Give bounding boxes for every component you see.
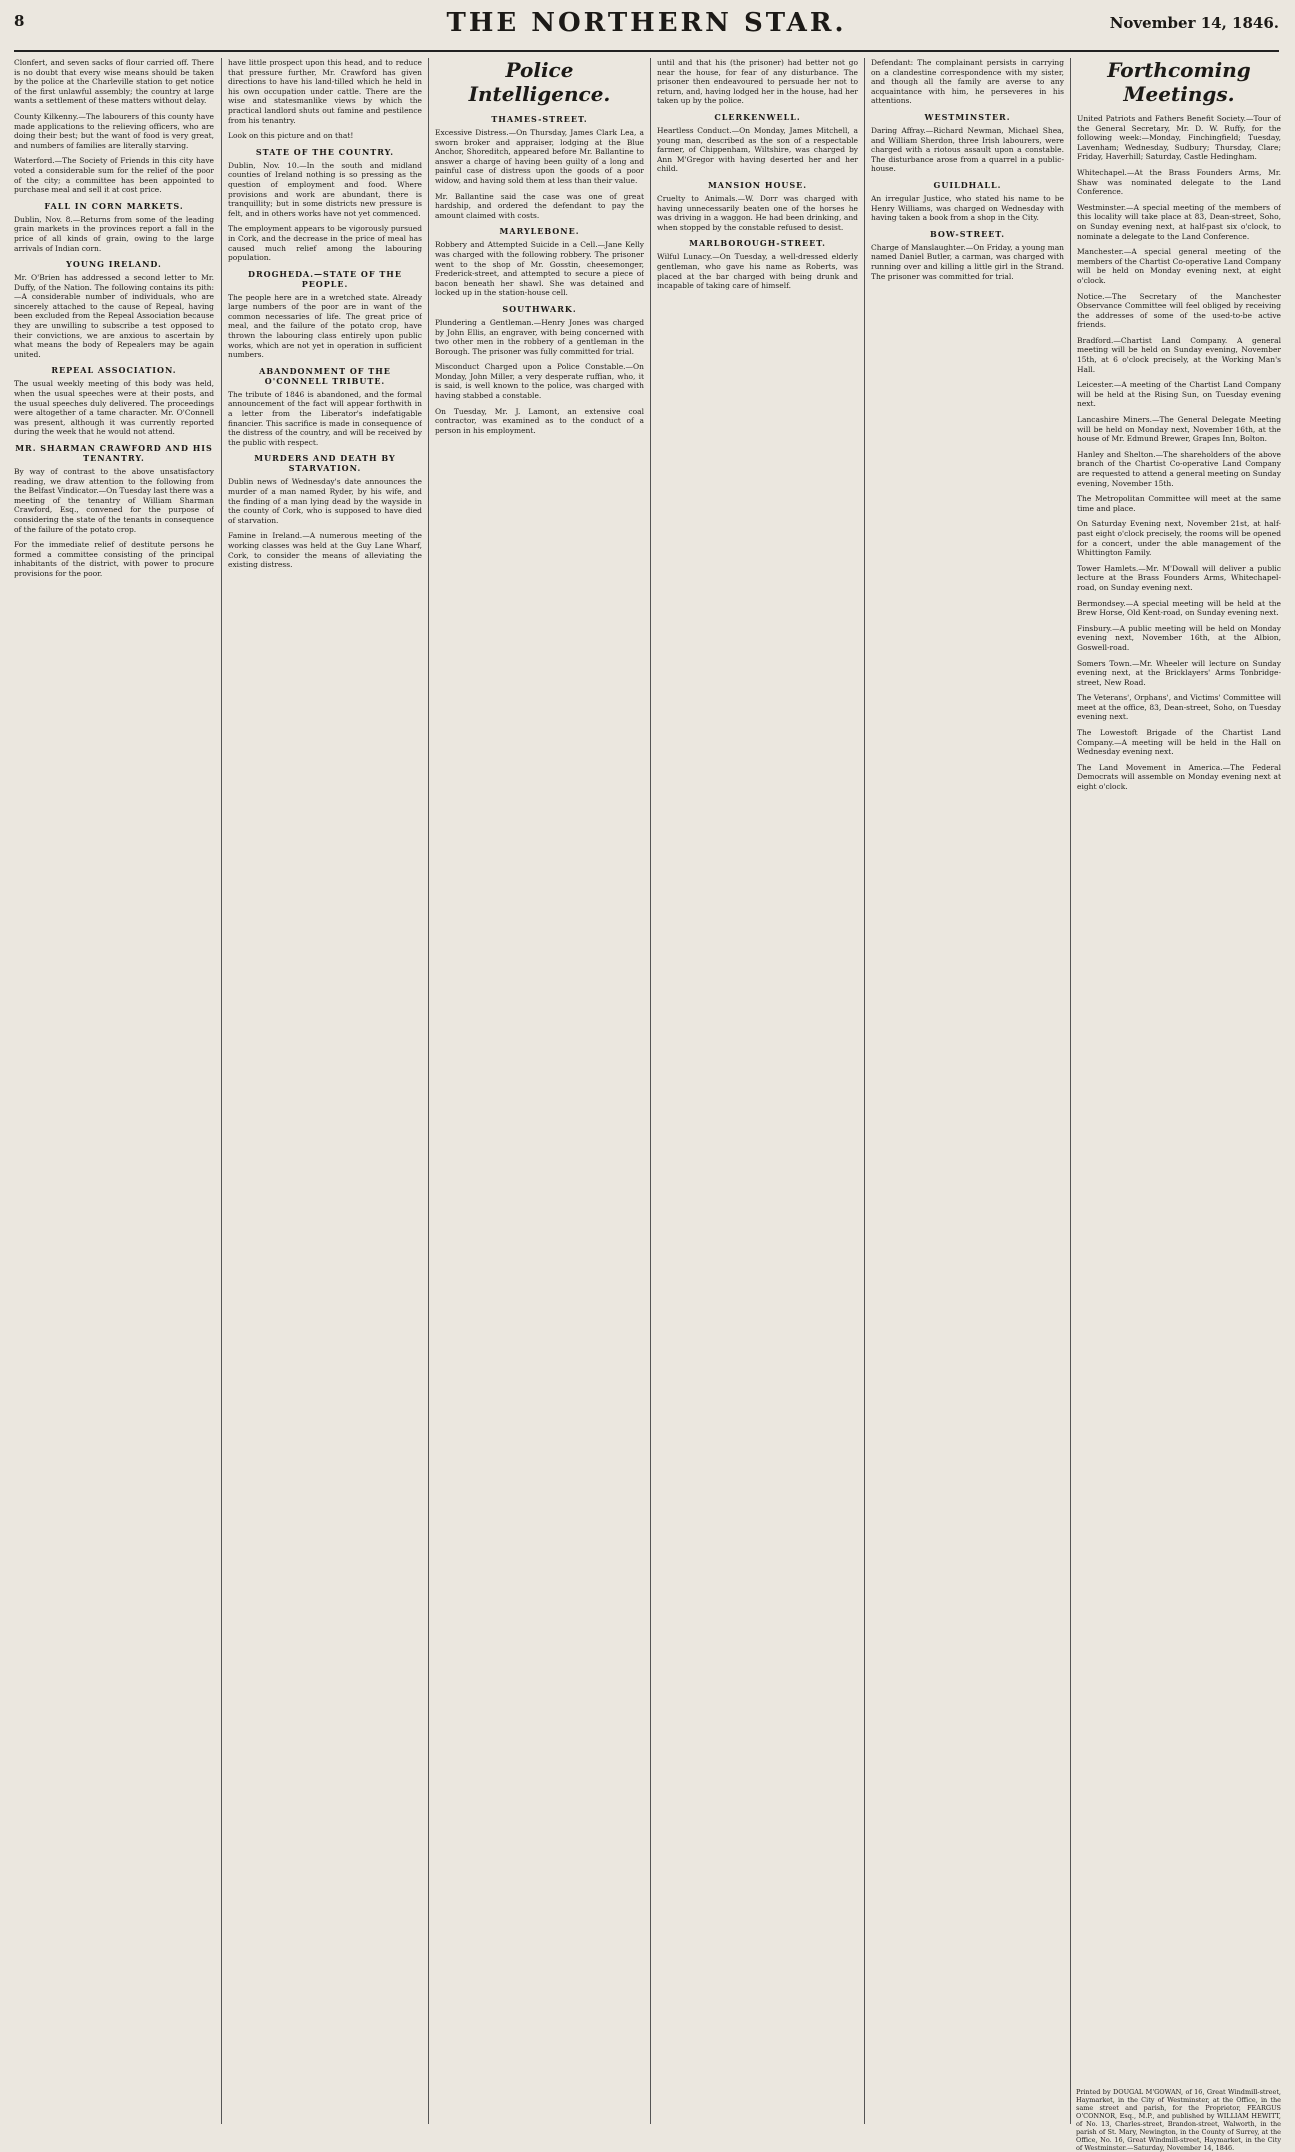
- article-paragraph: Dublin, Nov. 8.—Returns from some of the leading grain markets in the provinces report a fall in the price of all kinds of grain, owing to the large arrivals of Indian corn.: [14, 214, 214, 253]
- article-heading: MANSION HOUSE.: [707, 179, 808, 190]
- article-paragraph: Misconduct Charged upon a Police Constable.—On Monday, John Miller, a very desperate ruffian, who, it is said, is well known to the police, was charged with having stabbed a constable.: [435, 362, 644, 401]
- article-heading: YOUNG IRELAND.: [66, 259, 162, 270]
- article-paragraph: For the immediate relief of destitute persons he formed a committee consisting of the principal inhabitants of the district, with power to procure provisions for the poor.: [14, 540, 214, 578]
- article-heading: CLERKENWELL.: [714, 111, 801, 122]
- column-1: [14, 58, 214, 2118]
- article-paragraph: Heartless Conduct.—On Monday, James Mitchell, a young man, described as the son of a respectable farmer, of Chippenham, Wiltshire, was charged by Ann M'Gregor with having deserted her and her child.: [657, 125, 858, 174]
- article-paragraph: United Patriots and Fathers Benefit Society.—Tour of the General Secretary, Mr. D. W. Ruffy, for the following week:—Monday, Finchingfield; Tuesday, Lavenham; Wednesday, Sudbury; Thursday, Clare; Friday, Haverhill; Saturday, Castle Hedingham.: [1077, 114, 1281, 162]
- article-paragraph: Tower Hamlets.—Mr. M'Dowall will deliver a public lecture at the Brass Founders Arms, Whitechapel-road, on Sunday evening next.: [1077, 563, 1281, 592]
- page-number: 8: [14, 12, 25, 30]
- article-heading: MARLBOROUGH-STREET.: [689, 238, 826, 249]
- article-paragraph: The usual weekly meeting of this body was held, when the usual speeches were at their posts, and the usual speeches duly delivered. The proceedings were altogether of a tame character. Mr. O'Connell was present, although it was currently reported during the week that he would not attend.: [14, 379, 214, 437]
- newspaper-title: THE NORTHERN STAR.: [446, 8, 847, 38]
- article-paragraph: Excessive Distress.—On Thursday, James Clark Lea, a sworn broker and appraiser, lodging at the Blue Anchor, Shoreditch, appeared before Mr. Ballantine to answer a charge of having been guilty of a long and painful case of distress upon the goods of a poor widow, and having sold them at less than their value.: [435, 128, 644, 185]
- column-divider: [650, 58, 651, 2124]
- article-paragraph: Lancashire Miners.—The General Delegate Meeting will be held on Monday next, November 16th, at the house of Mr. Edmund Brewer, Grapes Inn, Bolton.: [1077, 415, 1281, 444]
- article-paragraph: Look on this picture and on that!: [228, 131, 354, 141]
- article-paragraph: Somers Town.—Mr. Wheeler will lecture on Sunday evening next, at the Bricklayers' Arms Tonbridge-street, New Road.: [1077, 658, 1281, 687]
- article-paragraph: On Saturday Evening next, November 21st, at half-past eight o'clock precisely, the rooms will be opened for a concert, under the able management of the Whittington Family.: [1077, 519, 1281, 558]
- article-heading: SOUTHWARK.: [502, 303, 577, 314]
- article-paragraph: County Kilkenny.—The labourers of this county have made applications to the relieving officers, who are doing their best; but the want of food is very great, and numbers of families are literally starving.: [14, 111, 214, 150]
- article-paragraph: Whitechapel.—At the Brass Founders Arms, Mr. Shaw was nominated delegate to the Land Conference.: [1077, 167, 1281, 197]
- article-heading: REPEAL ASSOCIATION.: [51, 365, 177, 376]
- article-paragraph: Plundering a Gentleman.—Henry Jones was charged by John Ellis, an engraver, with being concerned with two other men in the robbery of a gentleman in the Borough. The prisoner was fully committed for trial.: [435, 317, 644, 356]
- article-paragraph: Cruelty to Animals.—W. Dorr was charged with having unnecessarily beaten one of the horses he was driving in a waggon. He had been drinking, and when stopped by the constable refused to desist.: [657, 193, 858, 232]
- article-heading: MURDERS AND DEATH BY STARVATION.: [254, 453, 396, 474]
- article-paragraph: Manchester.—A special general meeting of the members of the Chartist Co-operative Land Company will be held on Monday evening next, at eight o'clock.: [1077, 247, 1281, 285]
- article-heading: FALL IN CORN MARKETS.: [44, 200, 184, 211]
- article-paragraph: Dublin news of Wednesday's date announces the murder of a man named Ryder, by his wife, and the finding of a man lying dead by the wayside in the county of Cork, who is supposed to have died of starvation.: [228, 477, 422, 525]
- article-paragraph: By way of contrast to the above unsatisfactory reading, we draw attention to the following from the Belfast Vindicator.—On Tuesday last there was a meeting of the tenantry of William Sharman Crawford, Esq., convened for the purpose of considering the state of the tenants in consequence of the failure of the potato crop.: [14, 467, 214, 534]
- section-header: Forthcoming Meetings.: [1107, 58, 1251, 106]
- article-paragraph: The Metropolitan Committee will meet at the same time and place.: [1077, 494, 1281, 513]
- article-paragraph: Famine in Ireland.—A numerous meeting of the working classes was held at the Guy Lane Wharf, Cork, to consider the means of alleviating the existing distress.: [228, 531, 422, 570]
- section-header: Police Intelligence.: [468, 58, 611, 106]
- article-paragraph: Robbery and Attempted Suicide in a Cell.—Jane Kelly was charged with the following robbery. The prisoner went to the shop of Mr. Gosstin, cheesemonger, Frederick-street, and attempted to secure a piece of bacon beneath her shawl. She was detained and locked up in the station-house cell.: [435, 240, 644, 298]
- article-heading: BOW-STREET.: [929, 228, 1006, 239]
- article-paragraph: On Tuesday, Mr. J. Lamont, an extensive coal contractor, was examined as to the conduct of a person in his employment.: [435, 406, 644, 435]
- masthead-rule: [14, 50, 1279, 52]
- column-4: [657, 58, 858, 2118]
- article-paragraph: The tribute of 1846 is abandoned, and the formal announcement of the fact will appear forthwith in a letter from the Liberator's indefatigable financier. This sacrifice is made in consequence of the distress of the country, and will be received by the public with respect.: [228, 389, 422, 447]
- article-paragraph: The Land Movement in America.—The Federal Democrats will assemble on Monday evening next at eight o'clock.: [1077, 762, 1281, 792]
- column-divider: [1070, 58, 1071, 2124]
- article-paragraph: Waterford.—The Society of Friends in this city have voted a considerable sum for the relief of the poor of the city; a committee has been appointed to purchase meal and sell it at cost price.: [14, 156, 214, 195]
- article-heading: GUILDHALL.: [933, 179, 1002, 190]
- article-heading: MARYLEBONE.: [499, 226, 580, 237]
- column-divider: [221, 58, 222, 2124]
- masthead: [14, 8, 1279, 52]
- article-paragraph: Clonfert, and seven sacks of flour carried off. There is no doubt that every wise means should be taken by the police at the Charleville station to get notice of the first unlawful assembly; the country at large wants a settlement of these matters without delay.: [14, 58, 214, 106]
- article-paragraph: have little prospect upon this head, and to reduce that pressure further, Mr. Crawford has given directions to have his land-tilled which he held in his own occupation under cattle. There are the wise and statesmanlike views by which the practical landlord shuts out famine and pestilence from his tenantry.: [228, 58, 422, 125]
- issue-date: November 14, 1846.: [1109, 14, 1279, 32]
- article-paragraph: The Veterans', Orphans', and Victims' Committee will meet at the office, 83, Dean-street, Soho, on Tuesday evening next.: [1077, 693, 1281, 722]
- article-paragraph: Leicester.—A meeting of the Chartist Land Company will be held at the Rising Sun, on Tuesday evening next.: [1077, 380, 1281, 409]
- article-heading: THAMES-STREET.: [491, 114, 588, 124]
- article-paragraph: Daring Affray.—Richard Newman, Michael Shea, and William Sherdon, three Irish labourers, were charged with a riotous assault upon a constable. The disturbance arose from a quarrel in a public-house.: [871, 125, 1064, 174]
- article-heading: WESTMINSTER.: [924, 111, 1011, 122]
- article-paragraph: The Lowestoft Brigade of the Chartist Land Company.—A meeting will be held in the Hall on Wednesday evening next.: [1077, 728, 1281, 757]
- article-heading: DROGHEDA.—STATE OF THE PEOPLE.: [248, 268, 402, 289]
- article-paragraph: Bermondsey.—A special meeting will be held at the Brew Horse, Old Kent-road, on Sunday evening next.: [1077, 598, 1281, 618]
- column-2: [228, 58, 422, 2118]
- article-heading: MR. SHARMAN CRAWFORD AND HIS TENANTRY.: [15, 443, 213, 463]
- printer-imprint: Printed by DOUGAL M'GOWAN, of 16, Great Windmill-street, Haymarket, in the City of Westminster, at the Office, in the same street and parish, for the Proprietor, FEARGUS O'CONNOR, Esq., M.P., and published by WILLIAM HEWITT, of No. 13, Charles-street, Brandon-street, Walworth, in the parish of St. Mary, Newington, in the County of Surrey, at the Office, No. 16, Great Windmill-street, Haymarket, in the City of Westminster.—Saturday, November 14, 1846.: [1076, 2088, 1281, 2152]
- article-paragraph: Mr. Ballantine said the case was one of great hardship, and ordered the defendant to pay the amount claimed with costs.: [435, 191, 644, 220]
- column-3: [435, 58, 644, 2118]
- article-paragraph: Bradford.—Chartist Land Company. A general meeting will be held on Sunday evening, November 15th, at 6 o'clock precisely, at the Working Man's Hall.: [1077, 335, 1281, 374]
- article-paragraph: Defendant: The complainant persists in carrying on a clandestine correspondence with my sister, and though all the family are averse to any acquaintance with him, he perseveres in his attentions.: [871, 58, 1064, 106]
- column-5: [871, 58, 1064, 2118]
- article-heading: STATE OF THE COUNTRY.: [255, 146, 395, 157]
- article-paragraph: The people here are in a wretched state. Already large numbers of the poor are in want of the common necessaries of life. The great price of meal, and the failure of the potato crop, have thrown the labouring class entirely upon public works, which are not yet in operation in sufficient numbers.: [228, 292, 422, 360]
- column-divider: [864, 58, 865, 2124]
- column-6: [1077, 58, 1281, 2080]
- column-divider: [428, 58, 429, 2124]
- article-paragraph: The employment appears to be vigorously pursued in Cork, and the decrease in the price of meal has caused much relief among the labouring population.: [228, 224, 422, 263]
- article-paragraph: Hanley and Shelton.—The shareholders of the above branch of the Chartist Co-operative Land Company are requested to attend a general meeting on Sunday evening, November 15th.: [1077, 449, 1281, 488]
- article-paragraph: Dublin, Nov. 10.—In the south and midland counties of Ireland nothing is so pressing as the question of employment and food. Where provisions and work are abundant, there is tranquillity; but in some districts new pressure is felt, and in others works have not yet commenced.: [228, 160, 422, 218]
- article-paragraph: Westminster.—A special meeting of the members of this locality will take place at 83, Dean-street, Soho, on Sunday evening next, at half-past six o'clock, to nominate a delegate to the Land Conference.: [1077, 202, 1281, 241]
- article-heading: ABANDONMENT OF THE O'CONNELL TRIBUTE.: [259, 365, 391, 386]
- article-paragraph: Notice.—The Secretary of the Manchester Observance Committee will feel obliged by receiving the addresses of some of the used-to-be active friends.: [1077, 291, 1281, 330]
- article-paragraph: Finsbury.—A public meeting will be held on Monday evening next, November 16th, at the Albion, Goswell-road.: [1077, 623, 1281, 652]
- article-paragraph: Wilful Lunacy.—On Tuesday, a well-dressed elderly gentleman, who gave his name as Roberts, was placed at the bar charged with being drunk and incapable of taking care of himself.: [657, 252, 858, 291]
- article-paragraph: until and that his (the prisoner) had better not go near the house, for fear of any disturbance. The prisoner then endeavoured to persuade her not to return, and, having lodged her in the house, had her taken up by the police.: [657, 58, 858, 106]
- article-paragraph: Mr. O'Brien has addressed a second letter to Mr. Duffy, of the Nation. The following contains its pith:—A considerable number of individuals, who are sincerely attached to the cause of Repeal, having been excluded from the Repeal Association because they are unwilling to subscribe a test opposed to their convictions, we are anxious to ascertain by what means the body of Repealers may be again united.: [14, 273, 214, 359]
- article-paragraph: An irregular Justice, who stated his name to be Henry Williams, was charged on Wednesday with having taken a book from a shop in the City.: [871, 193, 1064, 223]
- article-paragraph: Charge of Manslaughter.—On Friday, a young man named Daniel Butler, a carman, was charged with running over and killing a little girl in the Strand. The prisoner was committed for trial.: [871, 242, 1064, 281]
